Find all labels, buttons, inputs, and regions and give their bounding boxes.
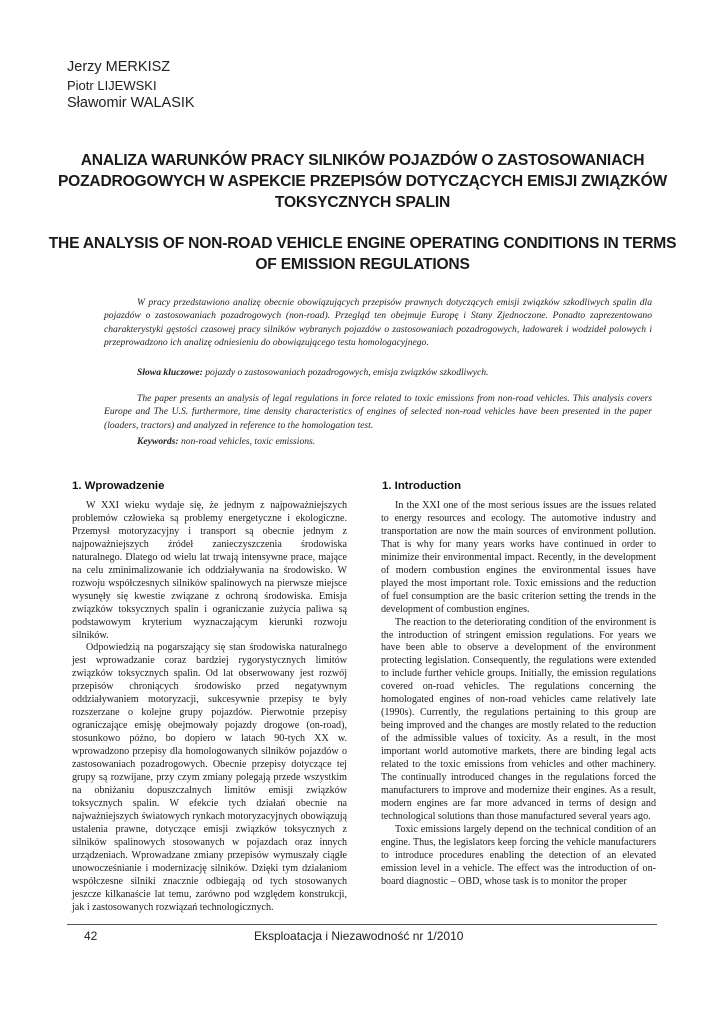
keywords-english	[104, 435, 652, 448]
column-polish	[72, 500, 347, 915]
title-polish: ANALIZA WARUNKÓW PRACY SILNIKÓW POJAZDÓW O ZASTOSOWANIACH POZADROGOWYCH W ASPEKCIE PRZEPISÓW DOTYCZĄCYCH EMISJI ZWIĄZKÓW TOKSYCZNYCH SPALIN	[57, 152, 668, 211]
author-3: Sławomir WALASIK	[67, 95, 195, 111]
authors-block	[67, 58, 195, 113]
author-2: Piotr LIJEWSKI	[67, 78, 157, 93]
keywords-english-text: non-road vehicles, toxic emissions.	[178, 436, 316, 447]
page-number: 42	[84, 929, 98, 943]
abstract-polish: W pracy przedstawiono analizę obecnie obowiązujących przepisów prawnych dotyczących emisji związków szkodliwych spalin dla pojazdów o zastosowaniach pozadrogowych (non-road). Przegląd ten obejmuje Europę i Stany Zjednoczone. Ponadto zaprezentowano charakterystyki gęstości czasowej pracy silników wybranych pojazdów o zastosowaniach pozadrogowych, ładowarek i wodzideł polowych i przeprowadzono ich analizę odniesieniu do obowiązującego testu homologacyjnego.	[104, 297, 652, 349]
keywords-polish-label: Słowa kluczowe:	[137, 367, 203, 378]
footer-divider	[67, 924, 657, 925]
column-english	[381, 500, 656, 889]
paragraph-pl-2: Odpowiedzią na pogarszający się stan środowiska naturalnego jest wprowadzanie coraz bardziej rygorystycznych limitów związków toksycznych spalin. Od lat obserwowany jest rozwój przepisów chroniących środowisko przed negatywnym oddziaływaniem motoryzacji, sukcesywnie przepisy te były rozszerzane o kolejne grupy pojazdów. Pierwotnie przepisy ograniczające emisję obejmowały pojazdy drogowe (on-road), stosunkowo późno, bo dopiero w latach 90-tych XX w. wprowadzono przepisy dla homologowanych silników pojazdów o zastosowaniach pozadrogowych. Obecnie przepisy dotyczące tej grupy są rozwijane, przy czym zmiany polegają przede wszystkim na obniżaniu dopuszczalnych limitów emisji związków toksycznych spalin. W efekcie tych działań obecnie na najważniejszych światowych rynkach motoryzacyjnych obowiązują ustalenia prawne, dotyczące emisji związków toksycznych z silników spalinowych stosowanych w pojazdach oraz innych urządzeniach. Wprowadzane zmiany przepisów wymuszały ciągłe unowocześnianie i modernizację silników. Dzięki tym działaniom współczesne silniki znacznie odbiegają od tych stosowanych jeszcze kilkanaście lat temu, zarówno pod względem konstrukcji, jak i zastosowanych rozwiązań technologicznych.	[72, 642, 347, 913]
paragraph-en-2: The reaction to the deteriorating condition of the environment is the introduction of stringent emission regulations. For years we have been able to observe a development of the environment protecting legislation. Consequently, the regulations were extended to include further vehicle groups. Initially, the emission regulations covered on-road vehicles. The regulations concerning the homologated engines of non-road vehicles came relatively late (1990s). Currently, the regulations pertaining to this group are being improved and the changes are mostly related to the reduction of the admissible values of toxicity. As a result, in the most important world automotive markets, there are binding legal acts related to the toxic emissions from vehicles and other machinery. The continually introduced changes in the regulations forced the manufacturers to improve and modernize their engines. As a result, modern engines are far more advanced in terms of design and technological solutions than those manufactured several years ago.	[381, 616, 656, 822]
abstract-english: The paper presents an analysis of legal regulations in force related to toxic emissions from non-road vehicles. This analysis covers Europe and The U.S. furthermore, time density characteristics of engines of selected non-road vehicles have been presented in the paper (loaders, tractors) and analyzed in reference to the homologation test.	[104, 393, 652, 431]
keywords-polish	[104, 366, 652, 379]
author-1: Jerzy MERKISZ	[67, 59, 171, 75]
title-english: THE ANALYSIS OF NON-ROAD VEHICLE ENGINE OPERATING CONDITIONS IN TERMS OF EMISSION REGULATIONS	[48, 235, 677, 273]
keywords-english-label: Keywords:	[137, 436, 179, 447]
paragraph-en-1: In the XXI one of the most serious issues are the issues related to energy resources and ecology. The automotive industry and transportation are now the main sources of environment pollution. That is why for many years works have continued in order to minimize their environmental impact. Recently, in the development of modern combustion engines the environmental issues have played the most important role. Toxic emissions and the reduction of fuel consumption are the basic criterion setting the trends in the development of combustion engines.	[381, 500, 656, 615]
journal-footer: Eksploatacja i Niezawodność nr 1/2010	[254, 929, 464, 943]
section-heading-polish: 1. Wprowadzenie	[72, 480, 165, 492]
keywords-polish-text: pojazdy o zastosowaniach pozadrogowych, emisja związków szkodliwych.	[202, 367, 489, 378]
paragraph-en-3: Toxic emissions largely depend on the technical condition of an engine. Thus, the legislators keep forcing the vehicle manufacturers to introduce procedures enabling the detection of an elevated emission level in a vehicle. The effect was the introduction of on-board diagnostic – OBD, whose task is to monitor the proper	[381, 823, 656, 887]
paragraph-pl-1: W XXI wieku wydaje się, że jednym z najpoważniejszych problemów człowieka są problemy energetyczne i ekologiczne. Przemysł motoryzacyjny i transport są obecnie jednym z najpoważniejszych źródeł zanieczyszczenia środowiska naturalnego. Dlatego od wielu lat trwają intensywne prace, mające na celu zminimalizowanie ich oddziaływania na środowisko. W rozwoju współczesnych silników spalinowych na pierwsze miejsce wysunęły się kwestie związane z ochroną środowiska. Emisja związków toksycznych spalin i ograniczanie zużycia paliwa są podstawowym kryterium wyznaczającym kierunki rozwoju silników.	[72, 500, 347, 641]
section-heading-english: 1. Introduction	[382, 480, 462, 492]
